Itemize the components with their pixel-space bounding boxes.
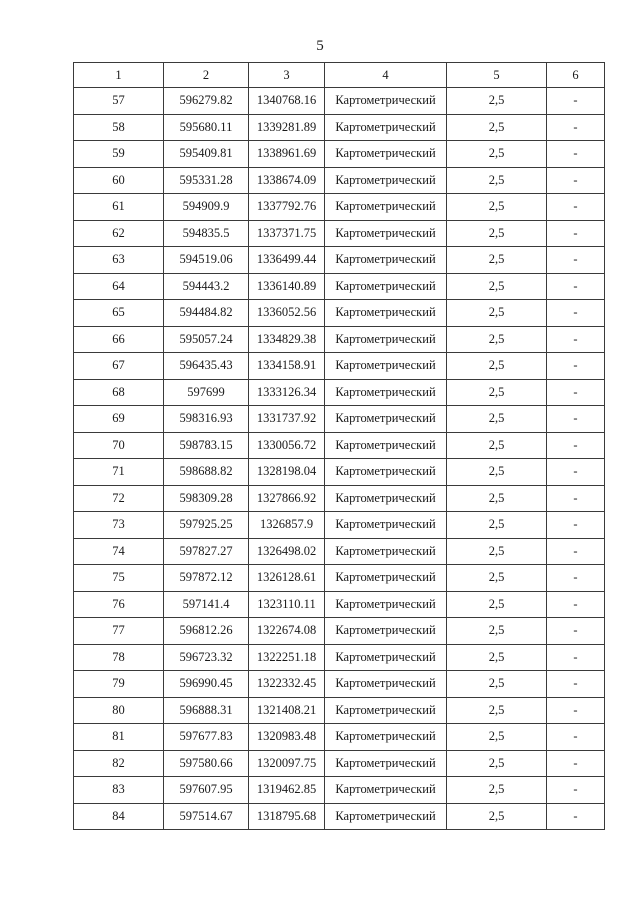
cell-point-number: 72 — [74, 485, 164, 512]
cell-y: 1321408.21 — [249, 697, 325, 724]
cell-accuracy: 2,5 — [447, 724, 547, 751]
table-row — [74, 697, 605, 724]
cell-method: Картометрический — [325, 724, 447, 751]
cell-accuracy: 2,5 — [447, 512, 547, 539]
cell-point-number: 64 — [74, 273, 164, 300]
cell-point-number: 65 — [74, 300, 164, 327]
cell-x: 598309.28 — [164, 485, 249, 512]
cell-method: Картометрический — [325, 406, 447, 433]
cell-y: 1327866.92 — [249, 485, 325, 512]
cell-description: - — [547, 485, 605, 512]
cell-description: - — [547, 803, 605, 830]
table-row — [74, 538, 605, 565]
cell-x: 594909.9 — [164, 194, 249, 221]
cell-accuracy: 2,5 — [447, 565, 547, 592]
table-row — [74, 379, 605, 406]
cell-x: 595680.11 — [164, 114, 249, 141]
cell-accuracy: 2,5 — [447, 671, 547, 698]
table-row — [74, 220, 605, 247]
table-header — [74, 63, 605, 88]
cell-description: - — [547, 406, 605, 433]
table-row — [74, 750, 605, 777]
table-row — [74, 803, 605, 830]
table-row — [74, 432, 605, 459]
cell-x: 595057.24 — [164, 326, 249, 353]
table-row — [74, 724, 605, 751]
cell-x: 597580.66 — [164, 750, 249, 777]
cell-y: 1326498.02 — [249, 538, 325, 565]
cell-description: - — [547, 194, 605, 221]
cell-point-number: 69 — [74, 406, 164, 433]
cell-method: Картометрический — [325, 644, 447, 671]
cell-x: 597699 — [164, 379, 249, 406]
cell-point-number: 57 — [74, 88, 164, 115]
cell-description: - — [547, 247, 605, 274]
cell-y: 1322251.18 — [249, 644, 325, 671]
table-row — [74, 326, 605, 353]
cell-method: Картометрический — [325, 141, 447, 168]
cell-y: 1320097.75 — [249, 750, 325, 777]
cell-description: - — [547, 591, 605, 618]
cell-description: - — [547, 565, 605, 592]
cell-method: Картометрический — [325, 803, 447, 830]
cell-accuracy: 2,5 — [447, 432, 547, 459]
cell-x: 597827.27 — [164, 538, 249, 565]
cell-point-number: 82 — [74, 750, 164, 777]
cell-x: 594519.06 — [164, 247, 249, 274]
cell-x: 597514.67 — [164, 803, 249, 830]
cell-y: 1326857.9 — [249, 512, 325, 539]
cell-method: Картометрический — [325, 167, 447, 194]
table-row — [74, 406, 605, 433]
cell-accuracy: 2,5 — [447, 538, 547, 565]
cell-accuracy: 2,5 — [447, 114, 547, 141]
cell-accuracy: 2,5 — [447, 644, 547, 671]
cell-point-number: 59 — [74, 141, 164, 168]
cell-x: 598316.93 — [164, 406, 249, 433]
cell-description: - — [547, 618, 605, 645]
cell-accuracy: 2,5 — [447, 194, 547, 221]
cell-accuracy: 2,5 — [447, 247, 547, 274]
cell-accuracy: 2,5 — [447, 300, 547, 327]
cell-point-number: 71 — [74, 459, 164, 486]
cell-method: Картометрический — [325, 777, 447, 804]
cell-method: Картометрический — [325, 671, 447, 698]
cell-y: 1337371.75 — [249, 220, 325, 247]
cell-method: Картометрический — [325, 326, 447, 353]
cell-y: 1336052.56 — [249, 300, 325, 327]
cell-y: 1336499.44 — [249, 247, 325, 274]
cell-accuracy: 2,5 — [447, 379, 547, 406]
cell-x: 597925.25 — [164, 512, 249, 539]
cell-description: - — [547, 538, 605, 565]
cell-method: Картометрический — [325, 220, 447, 247]
cell-description: - — [547, 724, 605, 751]
header-cell-accuracy: 5 — [447, 63, 547, 88]
cell-y: 1337792.76 — [249, 194, 325, 221]
header-cell-x: 2 — [164, 63, 249, 88]
cell-description: - — [547, 167, 605, 194]
cell-x: 596723.32 — [164, 644, 249, 671]
cell-description: - — [547, 432, 605, 459]
cell-method: Картометрический — [325, 88, 447, 115]
cell-point-number: 62 — [74, 220, 164, 247]
cell-x: 597607.95 — [164, 777, 249, 804]
header-cell-y: 3 — [249, 63, 325, 88]
table-row — [74, 194, 605, 221]
cell-y: 1330056.72 — [249, 432, 325, 459]
cell-point-number: 80 — [74, 697, 164, 724]
cell-y: 1331737.92 — [249, 406, 325, 433]
cell-y: 1320983.48 — [249, 724, 325, 751]
table-row — [74, 485, 605, 512]
table-row — [74, 114, 605, 141]
table-row — [74, 247, 605, 274]
page-number: 5 — [316, 38, 324, 54]
cell-method: Картометрический — [325, 618, 447, 645]
cell-point-number: 81 — [74, 724, 164, 751]
cell-x: 596888.31 — [164, 697, 249, 724]
cell-y: 1339281.89 — [249, 114, 325, 141]
cell-y: 1328198.04 — [249, 459, 325, 486]
cell-x: 596279.82 — [164, 88, 249, 115]
cell-x: 594835.5 — [164, 220, 249, 247]
cell-point-number: 75 — [74, 565, 164, 592]
cell-x: 597872.12 — [164, 565, 249, 592]
table-row — [74, 512, 605, 539]
cell-y: 1318795.68 — [249, 803, 325, 830]
cell-y: 1319462.85 — [249, 777, 325, 804]
cell-accuracy: 2,5 — [447, 326, 547, 353]
cell-method: Картометрический — [325, 485, 447, 512]
table-row — [74, 671, 605, 698]
header-cell-method: 4 — [325, 63, 447, 88]
cell-point-number: 78 — [74, 644, 164, 671]
cell-point-number: 68 — [74, 379, 164, 406]
cell-description: - — [547, 326, 605, 353]
cell-accuracy: 2,5 — [447, 167, 547, 194]
cell-point-number: 84 — [74, 803, 164, 830]
cell-accuracy: 2,5 — [447, 618, 547, 645]
table-row — [74, 353, 605, 380]
cell-description: - — [547, 88, 605, 115]
cell-point-number: 67 — [74, 353, 164, 380]
cell-description: - — [547, 273, 605, 300]
cell-x: 596812.26 — [164, 618, 249, 645]
cell-y: 1340768.16 — [249, 88, 325, 115]
table-row — [74, 141, 605, 168]
table-row — [74, 591, 605, 618]
cell-point-number: 63 — [74, 247, 164, 274]
cell-x: 597141.4 — [164, 591, 249, 618]
cell-method: Картометрический — [325, 591, 447, 618]
cell-method: Картометрический — [325, 273, 447, 300]
cell-description: - — [547, 697, 605, 724]
table-row — [74, 777, 605, 804]
cell-accuracy: 2,5 — [447, 459, 547, 486]
cell-method: Картометрический — [325, 565, 447, 592]
cell-point-number: 77 — [74, 618, 164, 645]
cell-accuracy: 2,5 — [447, 750, 547, 777]
cell-x: 598783.15 — [164, 432, 249, 459]
cell-y: 1322332.45 — [249, 671, 325, 698]
cell-point-number: 61 — [74, 194, 164, 221]
cell-method: Картометрический — [325, 300, 447, 327]
header-cell-point-number: 1 — [74, 63, 164, 88]
cell-method: Картометрический — [325, 697, 447, 724]
cell-method: Картометрический — [325, 194, 447, 221]
table-row — [74, 167, 605, 194]
cell-accuracy: 2,5 — [447, 220, 547, 247]
cell-y: 1334829.38 — [249, 326, 325, 353]
table-row — [74, 618, 605, 645]
cell-method: Картометрический — [325, 538, 447, 565]
cell-description: - — [547, 220, 605, 247]
cell-method: Картометрический — [325, 750, 447, 777]
table-row — [74, 565, 605, 592]
cell-x: 594484.82 — [164, 300, 249, 327]
cell-accuracy: 2,5 — [447, 803, 547, 830]
cell-description: - — [547, 114, 605, 141]
cell-point-number: 60 — [74, 167, 164, 194]
cell-point-number: 70 — [74, 432, 164, 459]
cell-description: - — [547, 353, 605, 380]
cell-x: 594443.2 — [164, 273, 249, 300]
cell-x: 596435.43 — [164, 353, 249, 380]
cell-point-number: 58 — [74, 114, 164, 141]
cell-accuracy: 2,5 — [447, 777, 547, 804]
cell-description: - — [547, 459, 605, 486]
table-row — [74, 459, 605, 486]
cell-y: 1336140.89 — [249, 273, 325, 300]
cell-description: - — [547, 379, 605, 406]
cell-description: - — [547, 671, 605, 698]
cell-point-number: 79 — [74, 671, 164, 698]
cell-point-number: 83 — [74, 777, 164, 804]
cell-method: Картометрический — [325, 379, 447, 406]
cell-y: 1333126.34 — [249, 379, 325, 406]
cell-y: 1334158.91 — [249, 353, 325, 380]
table-row — [74, 273, 605, 300]
cell-point-number: 74 — [74, 538, 164, 565]
cell-method: Картометрический — [325, 432, 447, 459]
cell-description: - — [547, 141, 605, 168]
cell-y: 1338674.09 — [249, 167, 325, 194]
cell-accuracy: 2,5 — [447, 273, 547, 300]
cell-description: - — [547, 644, 605, 671]
table-row — [74, 88, 605, 115]
cell-accuracy: 2,5 — [447, 406, 547, 433]
cell-x: 598688.82 — [164, 459, 249, 486]
cell-point-number: 76 — [74, 591, 164, 618]
cell-accuracy: 2,5 — [447, 485, 547, 512]
header-cell-description: 6 — [547, 63, 605, 88]
cell-x: 596990.45 — [164, 671, 249, 698]
table-body — [74, 88, 605, 830]
cell-description: - — [547, 512, 605, 539]
table-row — [74, 644, 605, 671]
cell-point-number: 73 — [74, 512, 164, 539]
cell-description: - — [547, 777, 605, 804]
cell-x: 595409.81 — [164, 141, 249, 168]
cell-accuracy: 2,5 — [447, 141, 547, 168]
cell-method: Картометрический — [325, 247, 447, 274]
cell-point-number: 66 — [74, 326, 164, 353]
cell-accuracy: 2,5 — [447, 697, 547, 724]
cell-accuracy: 2,5 — [447, 353, 547, 380]
cell-y: 1326128.61 — [249, 565, 325, 592]
cell-accuracy: 2,5 — [447, 88, 547, 115]
cell-x: 595331.28 — [164, 167, 249, 194]
cell-y: 1323110.11 — [249, 591, 325, 618]
cell-method: Картометрический — [325, 353, 447, 380]
cell-method: Картометрический — [325, 512, 447, 539]
cell-method: Картометрический — [325, 459, 447, 486]
cell-y: 1322674.08 — [249, 618, 325, 645]
cell-description: - — [547, 300, 605, 327]
cell-y: 1338961.69 — [249, 141, 325, 168]
table-row — [74, 300, 605, 327]
coordinates-table — [73, 62, 605, 830]
cell-accuracy: 2,5 — [447, 591, 547, 618]
cell-x: 597677.83 — [164, 724, 249, 751]
cell-method: Картометрический — [325, 114, 447, 141]
header-row — [74, 63, 605, 88]
cell-description: - — [547, 750, 605, 777]
